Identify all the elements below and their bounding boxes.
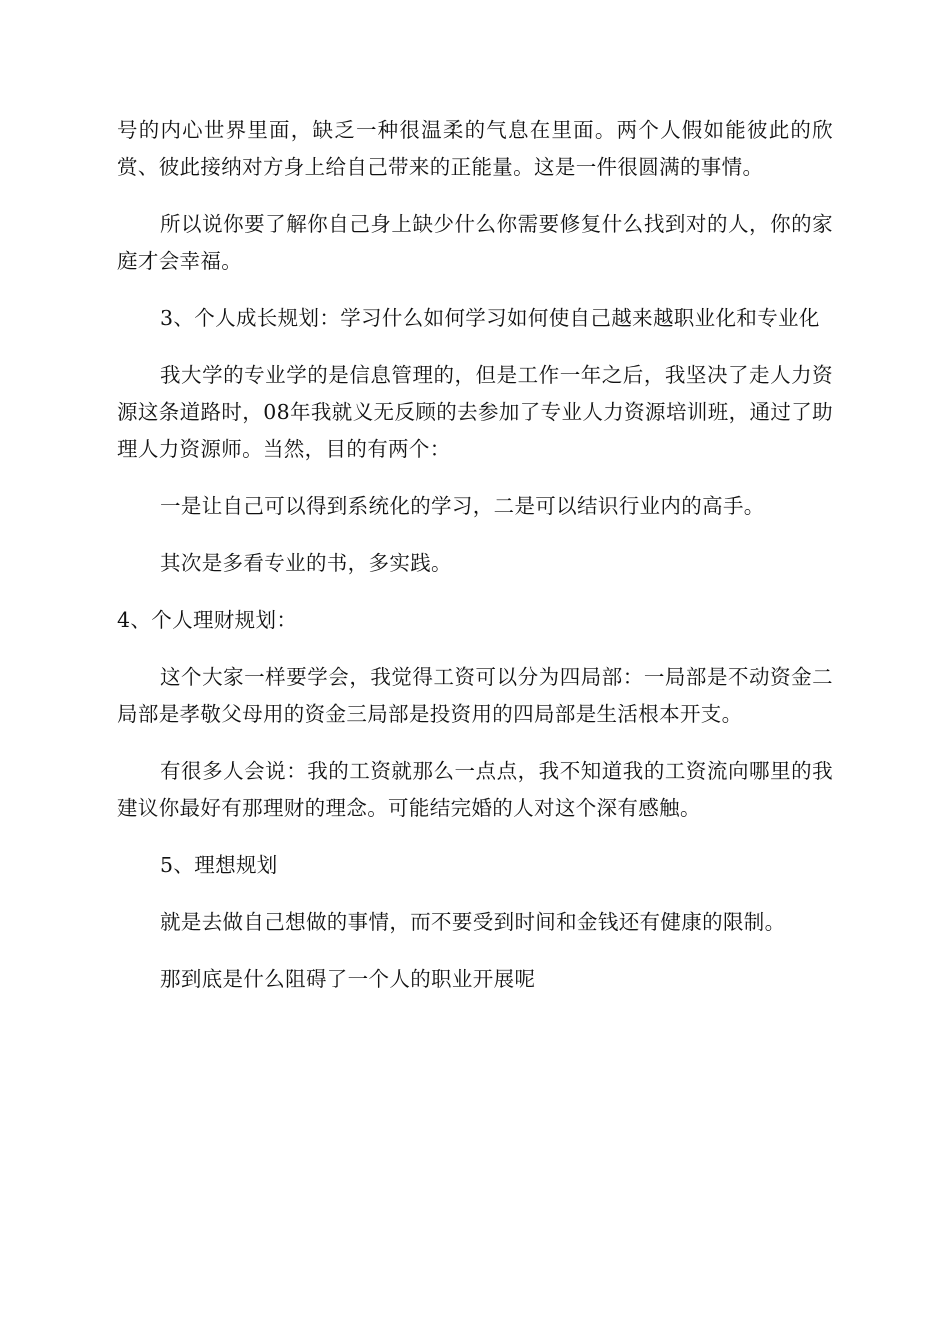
paragraph-two-goals: 一是让自己可以得到系统化的学习，二是可以结识行业内的高手。 [160,494,765,518]
paragraph-read-and-practice: 其次是多看专业的书，多实践。 [160,551,452,575]
paragraph-continuation: 号的内心世界里面，缺乏一种很温柔的气息在里面。两个人假如能彼此的欣赏、彼此接纳对方身上给自己带来的正能量。这是一件很圆满的事情。 [117,118,833,179]
paragraph-salary-division: 这个大家一样要学会，我觉得工资可以分为四局部：一局部是不动资金二局部是孝敬父母用的资金三局部是投资用的四局部是生活根本开支。 [117,665,833,726]
paragraph-career-obstacle-question: 那到底是什么阻碍了一个人的职业开展呢 [160,967,536,991]
paragraph-financial-concept: 有很多人会说：我的工资就那么一点点，我不知道我的工资流向哪里的我建议你最好有那理财的理念。可能结完婚的人对这个深有感触。 [117,759,833,820]
document-page [117,112,833,1018]
paragraph-find-right-person: 所以说你要了解你自己身上缺少什么你需要修复什么找到对的人，你的家庭才会幸福。 [117,212,833,273]
section-heading-ideal-planning: 5、理想规划 [160,853,278,877]
section-heading-personal-growth: 3、个人成长规划：学习什么如何学习如何使自己越来越职业化和专业化 [160,306,820,330]
paragraph-education-background: 我大学的专业学的是信息管理的，但是工作一年之后，我坚决了走人力资源这条道路时，08年我就义无反顾的去参加了专业人力资源培训班，通过了助理人力资源师。当然，目的有两个： [117,363,833,461]
paragraph-do-what-you-want: 就是去做自己想做的事情，而不要受到时间和金钱还有健康的限制。 [160,910,786,934]
section-heading-financial-planning: 4、个人理财规划： [117,608,298,632]
